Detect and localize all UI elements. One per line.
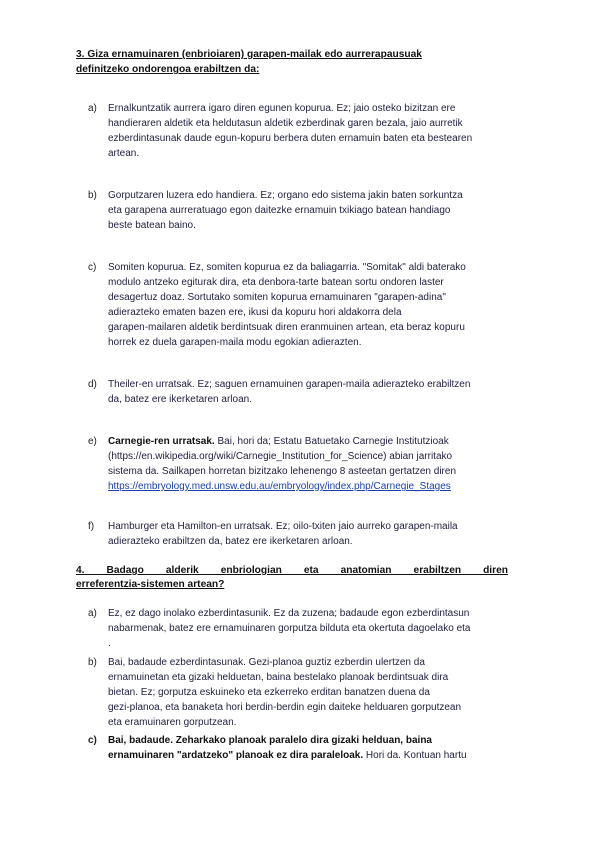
text-line: nabarmenak, batez ere ernamuinaren gorputza bilduta eta okertuta dagoelako eta <box>108 623 471 634</box>
option-label: e) <box>88 436 97 447</box>
option-bold-answer: ernamuinaren "ardatzeko" planoak ez dira paraleloak. <box>108 750 364 761</box>
text-line: desagertuz doaz. Sortutako somiten kopurua ernamuinaren "garapen-adina" <box>108 292 446 303</box>
text-line: ernamuinetan eta gizaki helduetan, baina bestelako planoak berdintsuak dira <box>108 672 449 683</box>
option-label: d) <box>88 379 97 390</box>
text-line: Ez, ez dago inolako ezberdintasunik. Ez da zuzena; badaude egon ezberdintasun <box>108 608 470 619</box>
option-text <box>108 519 524 549</box>
text-line: modulo antzeko egiturak dira, eta denbora-tarte batean sortu ondoren laster <box>108 277 444 288</box>
option-text <box>108 606 524 651</box>
option-label: a) <box>88 608 97 619</box>
option-bold-answer: Carnegie-ren urratsak. <box>108 436 215 447</box>
text-line: garapen-mailaren aldetik berdintsuak diren eranmuinen artean, eta beraz kopuru <box>108 322 465 333</box>
option-text <box>108 377 524 407</box>
option-rest: Bai, hori da; Estatu Batuetako Carnegie Institutzioak <box>214 436 449 447</box>
section-3-heading-line-1: 3. Giza ernamuinaren (enbrioiaren) garapen-mailak edo aurrerapausuak <box>76 49 422 60</box>
option-label: b) <box>88 190 97 201</box>
option-rest: Hori da. Kontuan hartu <box>363 750 467 761</box>
text-line: Gorputzaren luzera edo handiera. Ez; organo edo sistema jakin baten sorkuntza <box>108 190 463 201</box>
text-line <box>108 434 524 449</box>
option-bold-answer: Bai, badaude. Zeharkako planoak paralelo dira gizaki helduan, baina <box>108 735 432 746</box>
option-label: c) <box>88 735 97 746</box>
text-line: da, batez ere ikerketaren arloan. <box>108 394 252 405</box>
section-4-heading-line-1: 4. Badago alderik enbriologian eta anatomian erabiltzen diren <box>76 565 508 576</box>
text-line: Somiten kopurua. Ez, somiten kopurua ez da baliagarria. "Somitak" aldi baterako <box>108 262 466 273</box>
option-text <box>108 434 524 494</box>
text-line: eta garapena aurreratuago egon daitezke ernamuin txikiago batean handiago <box>108 205 451 216</box>
option-label: b) <box>88 657 97 668</box>
text-line: Bai, badaude ezberdintasunak. Gezi-planoa guztiz ezberdin ulertzen da <box>108 657 425 668</box>
text-line: sistema da. Sailkapen horretan bizitzako lehenengo 8 asteetan gertatzen diren <box>108 466 457 477</box>
option-label: a) <box>88 103 97 114</box>
option-text <box>108 260 524 350</box>
text-line: Hamburger eta Hamilton-en urratsak. Ez; oilo-txiten jaio aurreko garapen-maila <box>108 521 458 532</box>
text-line: gezi-planoa, eta banaketa hori berdin-berdin egin daiteke helduaren gorputzean <box>108 702 462 713</box>
section-3-heading <box>76 47 508 77</box>
text-line: Theiler-en urratsak. Ez; saguen ernamuinen garapen-maila adierazteko erabiltzen <box>108 379 471 390</box>
option-text <box>108 655 524 730</box>
section-4-heading-line-2: erreferentzia-sistemen artean? <box>76 579 225 590</box>
text-line: . <box>108 638 111 649</box>
text-line: beste batean baino. <box>108 220 196 231</box>
text-line: horrek ez duela garapen-maila modu egokian adierazten. <box>108 337 362 348</box>
text-line <box>108 748 524 763</box>
text-line: adierazteko ematen bazen ere, ikusi da kopuru hori aldakorra dela <box>108 307 402 318</box>
text-line: eta eramuinaren gorputzean. <box>108 717 237 728</box>
text-line: (https://en.wikipedia.org/wiki/Carnegie_Institution_for_Science) abian jarritako <box>108 451 453 462</box>
text-line: artean. <box>108 148 140 159</box>
text-line: bietan. Ez; gorputza eskuineko eta ezkerreko erditan banatzen duena da <box>108 687 430 698</box>
text-line: handieraren aldetik eta heldutasun aldetik ezberdinak garen bezala, jaio aurretik <box>108 118 463 129</box>
text-line: ezberdintasunak daude egun-kopuru berbera duten ernamuin baten eta bestearen <box>108 133 473 144</box>
option-text <box>108 188 524 233</box>
option-label: f) <box>88 521 95 532</box>
carnegie-stages-link[interactable]: https://embryology.med.unsw.edu.au/embryology/index.php/Carnegie_Stages <box>108 481 451 492</box>
text-line <box>108 733 524 748</box>
option-text <box>108 101 524 161</box>
section-3-heading-line-2: definitzeko ondorengoa erabiltzen da: <box>76 64 260 75</box>
option-label: c) <box>88 262 97 273</box>
option-text <box>108 733 524 763</box>
text-line: Ernalkuntzatik aurrera igaro diren egunen kopurua. Ez; jaio osteko bizitzan ere <box>108 103 456 114</box>
text-line: adierazteko erabiltzen da, batez ere ikerketaren arloan. <box>108 536 353 547</box>
